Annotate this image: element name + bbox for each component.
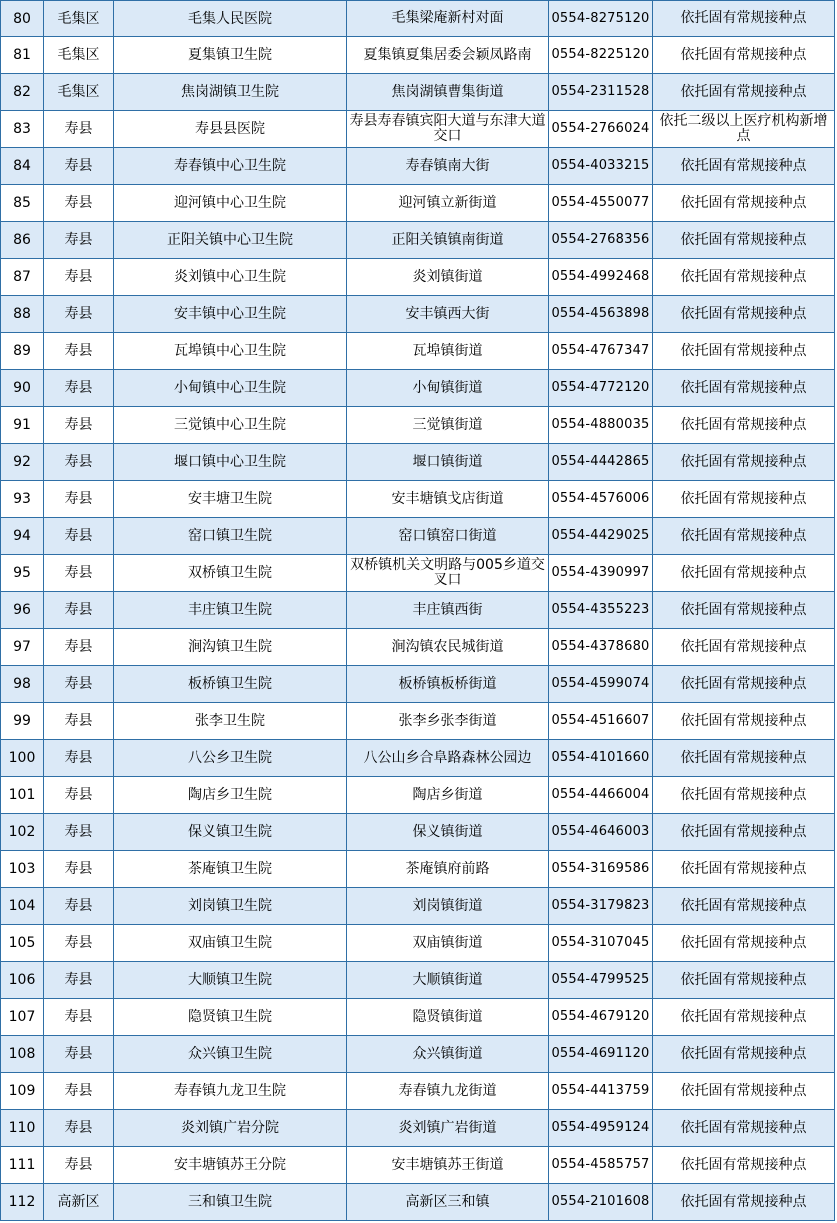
phone-cell: 0554-4691120: [549, 1036, 653, 1073]
address-cell: 板桥镇板桥街道: [347, 666, 549, 703]
row-number-cell: 96: [1, 592, 44, 629]
table-row: [1, 370, 835, 407]
site-type-cell: 依托固有常规接种点: [653, 259, 835, 296]
row-number-cell: 85: [1, 185, 44, 222]
address-cell: 双桥镇机关文明路与005乡道交叉口: [347, 555, 549, 592]
phone-cell: 0554-4355223: [549, 592, 653, 629]
district-cell: 寿县: [44, 148, 114, 185]
hospital-name-cell: 安丰塘卫生院: [114, 481, 347, 518]
hospital-name-cell: 正阳关镇中心卫生院: [114, 222, 347, 259]
table-row: [1, 74, 835, 111]
table-row: [1, 555, 835, 592]
row-number-cell: 82: [1, 74, 44, 111]
address-cell: 八公山乡合阜路森林公园边: [347, 740, 549, 777]
phone-cell: 0554-4880035: [549, 407, 653, 444]
hospital-name-cell: 安丰塘镇苏王分院: [114, 1147, 347, 1184]
table-row: [1, 407, 835, 444]
address-cell: 正阳关镇镇南街道: [347, 222, 549, 259]
row-number-cell: 90: [1, 370, 44, 407]
phone-cell: 0554-8225120: [549, 37, 653, 74]
row-number-cell: 98: [1, 666, 44, 703]
phone-cell: 0554-8275120: [549, 1, 653, 37]
hospital-name-cell: 张李卫生院: [114, 703, 347, 740]
table-row: [1, 111, 835, 148]
district-cell: 寿县: [44, 962, 114, 999]
phone-cell: 0554-4772120: [549, 370, 653, 407]
address-cell: 焦岗湖镇曹集街道: [347, 74, 549, 111]
hospital-name-cell: 丰庄镇卫生院: [114, 592, 347, 629]
phone-cell: 0554-4429025: [549, 518, 653, 555]
site-type-cell: 依托固有常规接种点: [653, 814, 835, 851]
row-number-cell: 110: [1, 1110, 44, 1147]
phone-cell: 0554-4378680: [549, 629, 653, 666]
hospital-name-cell: 八公乡卫生院: [114, 740, 347, 777]
phone-cell: 0554-2768356: [549, 222, 653, 259]
row-number-cell: 83: [1, 111, 44, 148]
row-number-cell: 80: [1, 1, 44, 37]
hospital-name-cell: 寿县县医院: [114, 111, 347, 148]
site-type-cell: 依托二级以上医疗机构新增点: [653, 111, 835, 148]
district-cell: 毛集区: [44, 37, 114, 74]
district-cell: 寿县: [44, 851, 114, 888]
row-number-cell: 91: [1, 407, 44, 444]
district-cell: 寿县: [44, 888, 114, 925]
address-cell: 寿县寿春镇宾阳大道与东津大道交口: [347, 111, 549, 148]
hospital-name-cell: 窑口镇卫生院: [114, 518, 347, 555]
hospital-name-cell: 众兴镇卫生院: [114, 1036, 347, 1073]
hospital-name-cell: 三和镇卫生院: [114, 1184, 347, 1221]
phone-cell: 0554-3107045: [549, 925, 653, 962]
district-cell: 寿县: [44, 370, 114, 407]
row-number-cell: 81: [1, 37, 44, 74]
phone-cell: 0554-4442865: [549, 444, 653, 481]
district-cell: 寿县: [44, 1036, 114, 1073]
table-row: [1, 259, 835, 296]
district-cell: 寿县: [44, 703, 114, 740]
hospital-name-cell: 毛集人民医院: [114, 1, 347, 37]
site-type-cell: 依托固有常规接种点: [653, 444, 835, 481]
table-row: [1, 1036, 835, 1073]
site-type-cell: 依托固有常规接种点: [653, 370, 835, 407]
phone-cell: 0554-3179823: [549, 888, 653, 925]
hospital-name-cell: 三觉镇中心卫生院: [114, 407, 347, 444]
district-cell: 寿县: [44, 1147, 114, 1184]
site-type-cell: 依托固有常规接种点: [653, 1, 835, 37]
hospital-name-cell: 安丰镇中心卫生院: [114, 296, 347, 333]
site-type-cell: 依托固有常规接种点: [653, 777, 835, 814]
table-row: [1, 1073, 835, 1110]
site-type-cell: 依托固有常规接种点: [653, 592, 835, 629]
district-cell: 寿县: [44, 1073, 114, 1110]
hospital-name-cell: 保义镇卫生院: [114, 814, 347, 851]
district-cell: 寿县: [44, 1110, 114, 1147]
site-type-cell: 依托固有常规接种点: [653, 888, 835, 925]
district-cell: 寿县: [44, 444, 114, 481]
site-type-cell: 依托固有常规接种点: [653, 37, 835, 74]
district-cell: 毛集区: [44, 1, 114, 37]
row-number-cell: 106: [1, 962, 44, 999]
hospital-name-cell: 寿春镇中心卫生院: [114, 148, 347, 185]
address-cell: 窑口镇窑口街道: [347, 518, 549, 555]
row-number-cell: 92: [1, 444, 44, 481]
table-row: [1, 814, 835, 851]
hospital-name-cell: 隐贤镇卫生院: [114, 999, 347, 1036]
site-type-cell: 依托固有常规接种点: [653, 999, 835, 1036]
site-type-cell: 依托固有常规接种点: [653, 962, 835, 999]
table-row: [1, 444, 835, 481]
row-number-cell: 105: [1, 925, 44, 962]
table-row: [1, 888, 835, 925]
phone-cell: 0554-4516607: [549, 703, 653, 740]
hospital-name-cell: 大顺镇卫生院: [114, 962, 347, 999]
table-row: [1, 962, 835, 999]
site-type-cell: 依托固有常规接种点: [653, 296, 835, 333]
hospital-name-cell: 炎刘镇广岩分院: [114, 1110, 347, 1147]
district-cell: 高新区: [44, 1184, 114, 1221]
site-type-cell: 依托固有常规接种点: [653, 407, 835, 444]
hospital-name-cell: 焦岗湖镇卫生院: [114, 74, 347, 111]
phone-cell: 0554-4563898: [549, 296, 653, 333]
phone-cell: 0554-4101660: [549, 740, 653, 777]
phone-cell: 0554-4550077: [549, 185, 653, 222]
row-number-cell: 86: [1, 222, 44, 259]
phone-cell: 0554-4646003: [549, 814, 653, 851]
address-cell: 小甸镇街道: [347, 370, 549, 407]
district-cell: 寿县: [44, 111, 114, 148]
phone-cell: 0554-4585757: [549, 1147, 653, 1184]
site-type-cell: 依托固有常规接种点: [653, 1184, 835, 1221]
site-type-cell: 依托固有常规接种点: [653, 629, 835, 666]
address-cell: 保义镇街道: [347, 814, 549, 851]
hospital-name-cell: 陶店乡卫生院: [114, 777, 347, 814]
row-number-cell: 109: [1, 1073, 44, 1110]
site-type-cell: 依托固有常规接种点: [653, 703, 835, 740]
address-cell: 炎刘镇广岩街道: [347, 1110, 549, 1147]
table-row: [1, 1147, 835, 1184]
phone-cell: 0554-4390997: [549, 555, 653, 592]
site-type-cell: 依托固有常规接种点: [653, 1110, 835, 1147]
phone-cell: 0554-4466004: [549, 777, 653, 814]
phone-cell: 0554-4959124: [549, 1110, 653, 1147]
address-cell: 陶店乡街道: [347, 777, 549, 814]
row-number-cell: 101: [1, 777, 44, 814]
district-cell: 寿县: [44, 925, 114, 962]
district-cell: 寿县: [44, 999, 114, 1036]
address-cell: 茶庵镇府前路: [347, 851, 549, 888]
table-row: [1, 37, 835, 74]
phone-cell: 0554-3169586: [549, 851, 653, 888]
table-row: [1, 740, 835, 777]
district-cell: 寿县: [44, 666, 114, 703]
address-cell: 隐贤镇街道: [347, 999, 549, 1036]
district-cell: 寿县: [44, 222, 114, 259]
site-type-cell: 依托固有常规接种点: [653, 1147, 835, 1184]
row-number-cell: 111: [1, 1147, 44, 1184]
phone-cell: 0554-4767347: [549, 333, 653, 370]
address-cell: 炎刘镇街道: [347, 259, 549, 296]
table-row: [1, 1184, 835, 1221]
table-row: [1, 592, 835, 629]
row-number-cell: 89: [1, 333, 44, 370]
district-cell: 寿县: [44, 777, 114, 814]
address-cell: 毛集梁庵新村对面: [347, 1, 549, 37]
address-cell: 丰庄镇西街: [347, 592, 549, 629]
row-number-cell: 93: [1, 481, 44, 518]
hospital-name-cell: 夏集镇卫生院: [114, 37, 347, 74]
site-type-cell: 依托固有常规接种点: [653, 185, 835, 222]
address-cell: 迎河镇立新街道: [347, 185, 549, 222]
row-number-cell: 94: [1, 518, 44, 555]
row-number-cell: 102: [1, 814, 44, 851]
table-row: [1, 629, 835, 666]
address-cell: 安丰塘镇苏王街道: [347, 1147, 549, 1184]
site-type-cell: 依托固有常规接种点: [653, 481, 835, 518]
hospital-name-cell: 茶庵镇卫生院: [114, 851, 347, 888]
address-cell: 堰口镇街道: [347, 444, 549, 481]
table-row: [1, 481, 835, 518]
table-row: [1, 999, 835, 1036]
address-cell: 三觉镇街道: [347, 407, 549, 444]
address-cell: 夏集镇夏集居委会颖凤路南: [347, 37, 549, 74]
table-row: [1, 296, 835, 333]
hospital-name-cell: 小甸镇中心卫生院: [114, 370, 347, 407]
address-cell: 寿春镇九龙街道: [347, 1073, 549, 1110]
site-type-cell: 依托固有常规接种点: [653, 925, 835, 962]
phone-cell: 0554-4992468: [549, 259, 653, 296]
hospital-name-cell: 双庙镇卫生院: [114, 925, 347, 962]
site-type-cell: 依托固有常规接种点: [653, 555, 835, 592]
table-row: [1, 1110, 835, 1147]
district-cell: 寿县: [44, 481, 114, 518]
hospital-name-cell: 寿春镇九龙卫生院: [114, 1073, 347, 1110]
address-cell: 安丰塘镇戈店街道: [347, 481, 549, 518]
row-number-cell: 108: [1, 1036, 44, 1073]
hospital-name-cell: 双桥镇卫生院: [114, 555, 347, 592]
district-cell: 寿县: [44, 740, 114, 777]
phone-cell: 0554-4033215: [549, 148, 653, 185]
district-cell: 寿县: [44, 814, 114, 851]
row-number-cell: 100: [1, 740, 44, 777]
hospital-name-cell: 炎刘镇中心卫生院: [114, 259, 347, 296]
address-cell: 大顺镇街道: [347, 962, 549, 999]
hospital-name-cell: 堰口镇中心卫生院: [114, 444, 347, 481]
table-row: [1, 703, 835, 740]
site-type-cell: 依托固有常规接种点: [653, 1073, 835, 1110]
row-number-cell: 87: [1, 259, 44, 296]
row-number-cell: 99: [1, 703, 44, 740]
row-number-cell: 97: [1, 629, 44, 666]
hospital-name-cell: 瓦埠镇中心卫生院: [114, 333, 347, 370]
site-type-cell: 依托固有常规接种点: [653, 222, 835, 259]
site-type-cell: 依托固有常规接种点: [653, 333, 835, 370]
phone-cell: 0554-4599074: [549, 666, 653, 703]
district-cell: 寿县: [44, 333, 114, 370]
row-number-cell: 84: [1, 148, 44, 185]
table-row: [1, 925, 835, 962]
phone-cell: 0554-4576006: [549, 481, 653, 518]
district-cell: 寿县: [44, 259, 114, 296]
table-row: [1, 518, 835, 555]
address-cell: 安丰镇西大街: [347, 296, 549, 333]
address-cell: 众兴镇街道: [347, 1036, 549, 1073]
phone-cell: 0554-2311528: [549, 74, 653, 111]
address-cell: 瓦埠镇街道: [347, 333, 549, 370]
phone-cell: 0554-2101608: [549, 1184, 653, 1221]
hospital-name-cell: 迎河镇中心卫生院: [114, 185, 347, 222]
table-row: [1, 851, 835, 888]
row-number-cell: 107: [1, 999, 44, 1036]
site-type-cell: 依托固有常规接种点: [653, 1036, 835, 1073]
table-row: [1, 1, 835, 37]
row-number-cell: 112: [1, 1184, 44, 1221]
phone-cell: 0554-4679120: [549, 999, 653, 1036]
district-cell: 寿县: [44, 185, 114, 222]
phone-cell: 0554-2766024: [549, 111, 653, 148]
table-body: [1, 1, 835, 1221]
address-cell: 涧沟镇农民城街道: [347, 629, 549, 666]
phone-cell: 0554-4413759: [549, 1073, 653, 1110]
district-cell: 寿县: [44, 518, 114, 555]
site-type-cell: 依托固有常规接种点: [653, 148, 835, 185]
district-cell: 毛集区: [44, 74, 114, 111]
phone-cell: 0554-4799525: [549, 962, 653, 999]
district-cell: 寿县: [44, 296, 114, 333]
row-number-cell: 104: [1, 888, 44, 925]
table-row: [1, 222, 835, 259]
table-row: [1, 148, 835, 185]
site-type-cell: 依托固有常规接种点: [653, 518, 835, 555]
row-number-cell: 95: [1, 555, 44, 592]
district-cell: 寿县: [44, 407, 114, 444]
site-type-cell: 依托固有常规接种点: [653, 740, 835, 777]
table-row: [1, 777, 835, 814]
district-cell: 寿县: [44, 555, 114, 592]
district-cell: 寿县: [44, 629, 114, 666]
row-number-cell: 88: [1, 296, 44, 333]
address-cell: 张李乡张李街道: [347, 703, 549, 740]
district-cell: 寿县: [44, 592, 114, 629]
address-cell: 高新区三和镇: [347, 1184, 549, 1221]
address-cell: 刘岗镇街道: [347, 888, 549, 925]
table-row: [1, 185, 835, 222]
hospital-name-cell: 刘岗镇卫生院: [114, 888, 347, 925]
hospital-name-cell: 涧沟镇卫生院: [114, 629, 347, 666]
site-type-cell: 依托固有常规接种点: [653, 851, 835, 888]
row-number-cell: 103: [1, 851, 44, 888]
address-cell: 双庙镇街道: [347, 925, 549, 962]
site-type-cell: 依托固有常规接种点: [653, 74, 835, 111]
table-row: [1, 333, 835, 370]
address-cell: 寿春镇南大街: [347, 148, 549, 185]
table-row: [1, 666, 835, 703]
site-type-cell: 依托固有常规接种点: [653, 666, 835, 703]
hospital-name-cell: 板桥镇卫生院: [114, 666, 347, 703]
